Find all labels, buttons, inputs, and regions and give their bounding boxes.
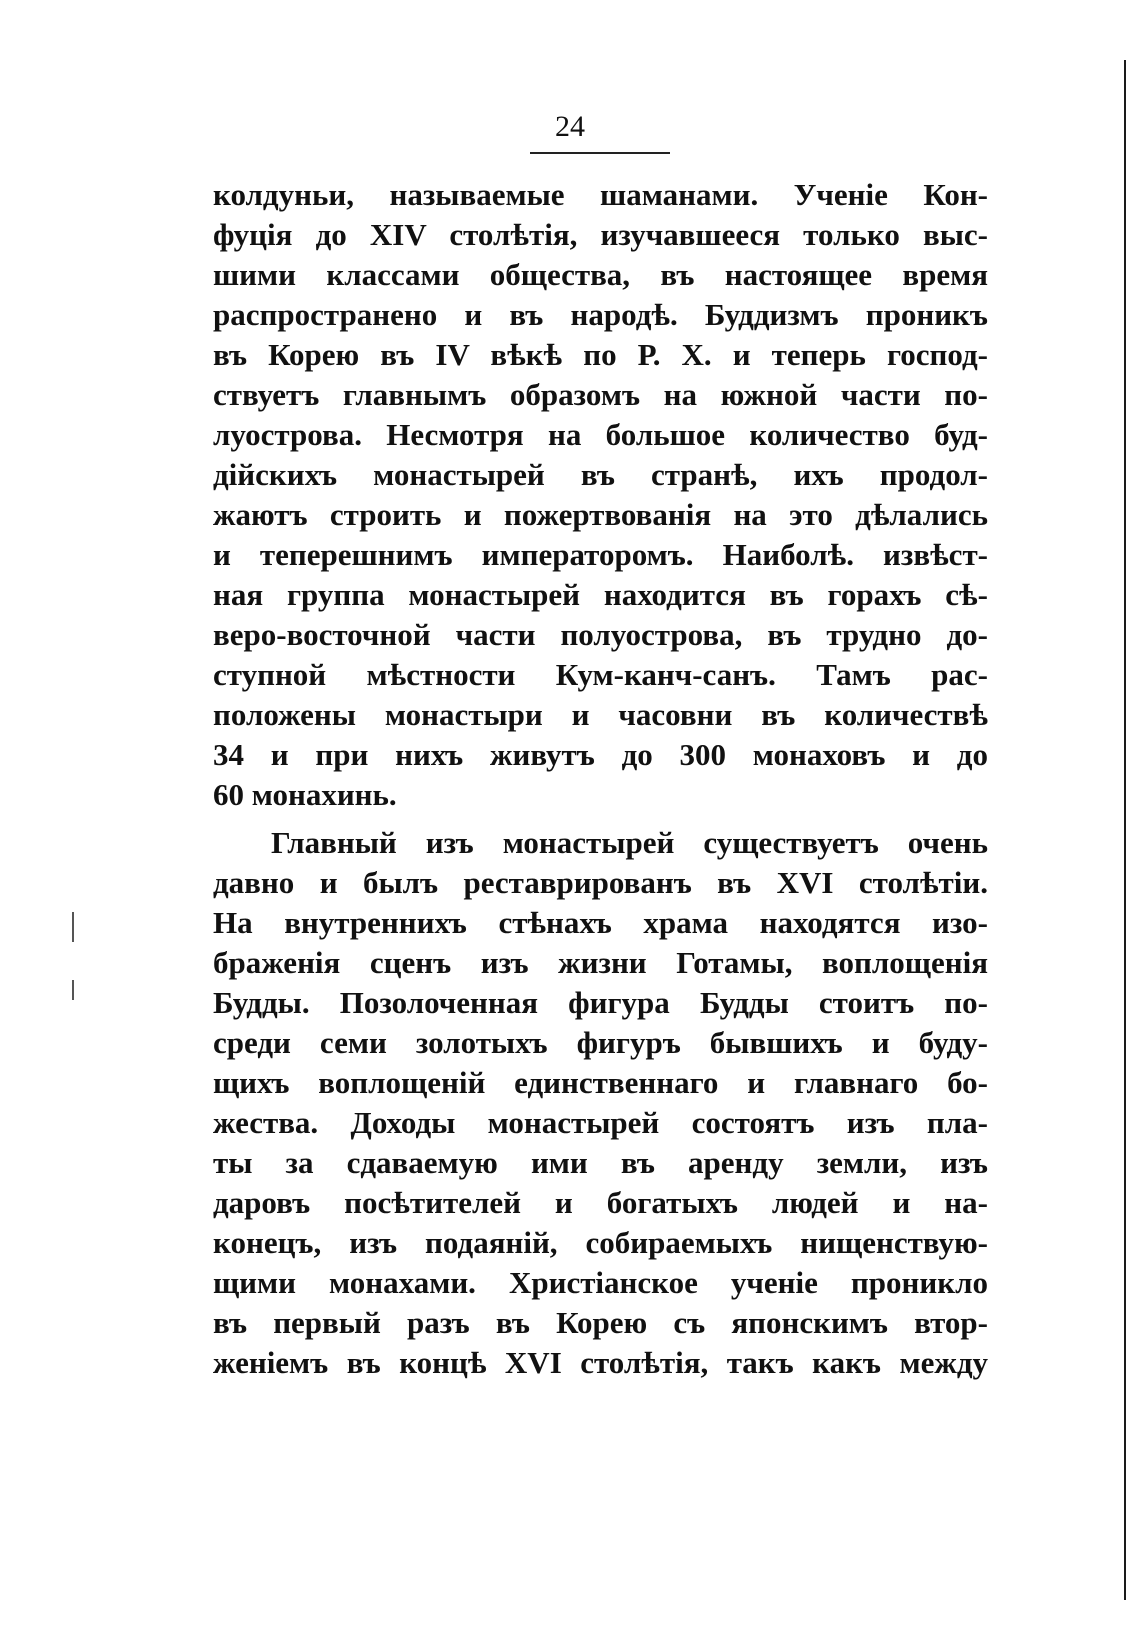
- text-line: ступной мѣстности Кум-канч-санъ. Тамъ рас-: [213, 657, 988, 692]
- text-line: даровъ посѣтителей и богатыхъ людей и на-: [213, 1185, 988, 1220]
- text-line: веро-восточной части полуострова, въ трудно до-: [213, 617, 988, 652]
- text-line: давно и былъ реставрированъ въ XVI столѣтіи.: [213, 865, 988, 900]
- text-line: щихъ воплощеній единственнаго и главнаго бо-: [213, 1065, 988, 1100]
- text-line: На внутреннихъ стѣнахъ храма находятся изо-: [213, 905, 988, 940]
- text-line: жаютъ строить и пожертвованія на это дѣлались: [213, 497, 988, 532]
- page-edge-line: [1124, 60, 1126, 1600]
- paragraph-gap: [213, 815, 988, 823]
- text-line: шими классами общества, въ настоящее время: [213, 257, 988, 292]
- paragraph-2: [213, 823, 988, 1383]
- page-number: 24: [555, 110, 585, 143]
- text-line: въ первый разъ въ Корею съ японскимъ втор-: [213, 1305, 988, 1340]
- text-line: 60 монахинь.: [213, 777, 397, 812]
- text-line: дійскихъ монастырей въ странѣ, ихъ продол-: [213, 457, 988, 492]
- text-line: среди семи золотыхъ фигуръ бывшихъ и буду-: [213, 1025, 988, 1060]
- text-line: распространено и въ народѣ. Буддизмъ проникъ: [213, 297, 988, 332]
- text-line: 34 и при нихъ живутъ до 300 монаховъ и до: [213, 737, 988, 772]
- text-line: жества. Доходы монастырей состоятъ изъ пла-: [213, 1105, 988, 1140]
- text-line: въ Корею въ IV вѣкѣ по Р. Х. и теперь господ-: [213, 337, 988, 372]
- text-line: Главный изъ монастырей существуетъ очень: [271, 825, 988, 860]
- text-line: браженія сценъ изъ жизни Готамы, воплощенія: [213, 945, 988, 980]
- body-text: [213, 175, 988, 1383]
- text-line: луострова. Несмотря на большое количество буд-: [213, 417, 988, 452]
- text-line: ствуетъ главнымъ образомъ на южной части по-: [213, 377, 988, 412]
- text-line: конецъ, изъ подаяній, собираемыхъ нищенствую-: [213, 1225, 988, 1260]
- text-line: колдуньи, называемые шаманами. Ученіе Кон-: [213, 177, 988, 212]
- text-line: Будды. Позолоченная фигура Будды стоитъ по-: [213, 985, 988, 1020]
- text-line: щими монахами. Христіанское ученіе проникло: [213, 1265, 988, 1300]
- text-line: фуція до XIV столѣтія, изучавшееся только выс-: [213, 217, 988, 252]
- text-line: женіемъ въ концѣ XVI столѣтія, такъ какъ между: [213, 1345, 988, 1380]
- paragraph-1: [213, 175, 988, 815]
- text-line: и теперешнимъ императоромъ. Наиболѣ. извѣст-: [213, 537, 988, 572]
- margin-mark: [72, 980, 74, 1000]
- page-number-rule: [530, 152, 670, 154]
- margin-mark: [72, 912, 74, 942]
- text-line: ты за сдаваемую ими въ аренду земли, изъ: [213, 1145, 988, 1180]
- text-line: ная группа монастырей находится въ горахъ сѣ-: [213, 577, 988, 612]
- text-line: положены монастыри и часовни въ количествѣ: [213, 697, 988, 732]
